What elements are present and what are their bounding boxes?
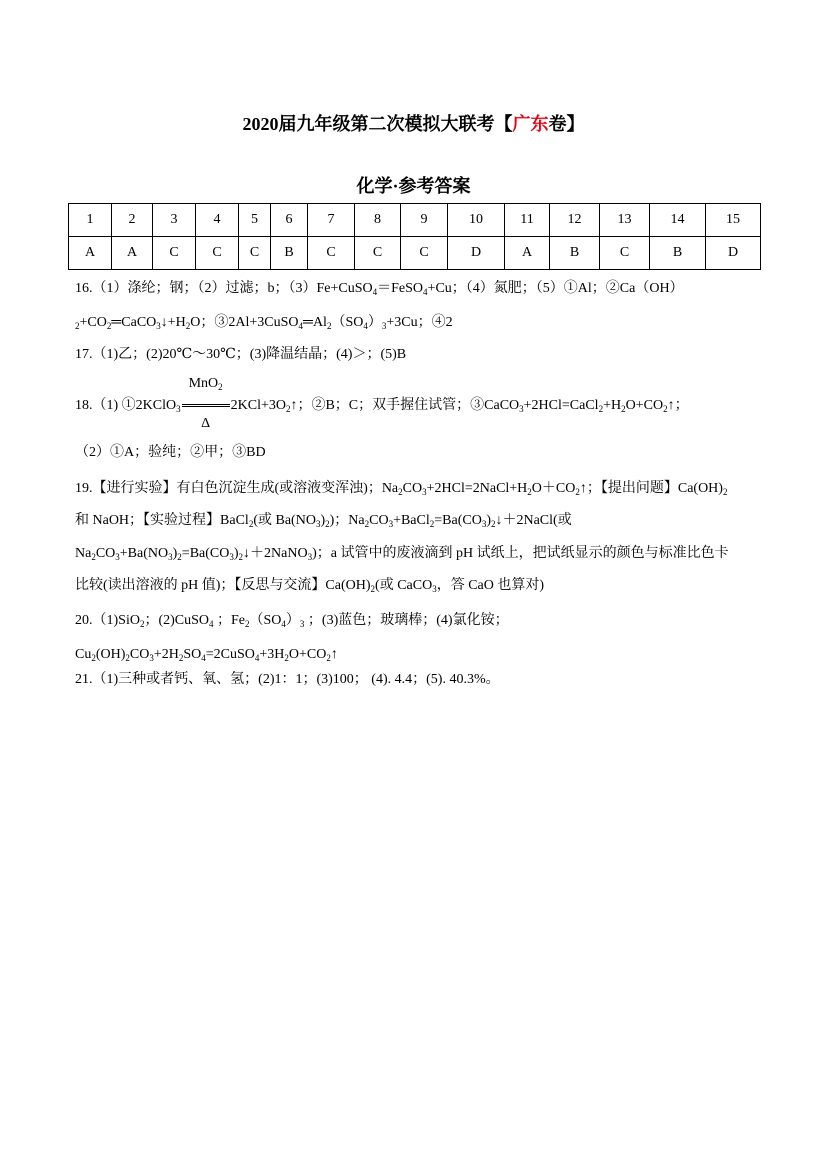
question-number-cell: 8 (355, 204, 401, 237)
text-run: 2KCl+3O (230, 398, 286, 413)
answer-cell: A (505, 237, 550, 270)
subscript: 4 (201, 653, 206, 663)
q16-line-1 (75, 279, 684, 299)
subscript: 4 (423, 287, 428, 297)
text-run: （SO (331, 315, 364, 330)
text-run: O+CO (625, 398, 664, 413)
subscript: 2 (722, 487, 728, 497)
text-run: Na (75, 546, 92, 561)
subscript: 2 (326, 653, 331, 663)
subscript: 2 (598, 404, 604, 414)
subscript: 3 (307, 552, 313, 562)
text-run: CO (129, 647, 150, 662)
q16-line-2 (75, 313, 453, 333)
question-number-cell: 13 (600, 204, 650, 237)
subscript: 2 (527, 487, 532, 497)
text-run: )；Na (329, 513, 365, 528)
subscript: 3 (149, 653, 154, 663)
text-run: +2HCl=CaCl (523, 398, 599, 413)
text-run: +BaCl (393, 513, 430, 528)
text-run: ) (320, 513, 326, 528)
text-run: (或 CaCO (375, 578, 433, 593)
answer-row (69, 237, 761, 270)
q21-line: 21.（1)三种或者钙、氧、氢；(2)1：1；(3)100； (4). 4.4；(5). 40.3%。 (75, 672, 500, 687)
subscript: 2 (238, 552, 244, 562)
text-run: +Cu；（4）氮肥；（5）①Al；②Ca（OH） (427, 281, 684, 296)
q18-line-1 (75, 376, 689, 432)
subscript: 2 (185, 321, 191, 331)
text-run: )；a 试管中的废液滴到 pH 试纸上，把试纸显示的颜色与标准比色卡 (312, 546, 729, 561)
question-number-cell: 15 (706, 204, 761, 237)
subscript: 4 (298, 321, 304, 331)
subscript: 2 (364, 519, 370, 529)
text-run: +CO (79, 315, 107, 330)
answer-cell: D (448, 237, 505, 270)
subscript: 2 (75, 321, 80, 331)
subscript: 3 (315, 519, 321, 529)
text-run: ↓＋2NaNO (243, 546, 308, 561)
catalyst-label (182, 374, 230, 394)
subscript: 3 (156, 321, 161, 331)
text-run: Cu (75, 647, 92, 662)
question-number-cell: 12 (550, 204, 600, 237)
subscript: 4 (372, 287, 378, 297)
text-run: 19.【进行实验】有白色沉淀生成(或溶液变浑浊)；Na (75, 481, 399, 496)
subscript: 2 (285, 404, 291, 414)
q19-line-3 (75, 544, 729, 564)
catalyst-text: MnO (188, 376, 219, 392)
subscript: 2 (325, 519, 330, 529)
text-run: 和 NaOH；【实验过程】BaCl (75, 513, 249, 528)
subscript: 2 (398, 487, 403, 497)
subscript: 3 (299, 619, 305, 629)
text-run: ↑；【提出问题】Ca(OH) (579, 481, 723, 496)
answer-cell: C (239, 237, 271, 270)
question-number-cell: 2 (112, 204, 153, 237)
text-run: 18.（1) ①2KClO (75, 398, 177, 413)
text-run: ↓＋2NaCl(或 (495, 513, 572, 528)
title-region: 广东 (512, 114, 549, 134)
text-run: ) (233, 546, 239, 561)
text-run: 20.（1)SiO (75, 613, 140, 628)
subscript: 2 (429, 519, 435, 529)
answer-table (68, 203, 761, 270)
q20-line-1 (75, 611, 509, 631)
text-run: +2H (153, 647, 179, 662)
subscript: 2 (106, 321, 112, 331)
text-run: ） (367, 315, 382, 330)
subscript: 2 (178, 653, 184, 663)
title-suffix: 卷】 (548, 114, 585, 134)
text-run: +3H (259, 647, 285, 662)
text-run: ↑；②B；C；双手握住试管；③CaCO (290, 398, 520, 413)
question-number-cell: 10 (448, 204, 505, 237)
text-run: （SO (249, 613, 282, 628)
subscript: 3 (481, 519, 487, 529)
text-run: 16.（1）涤纶；钢；（2）过滤；b；（3）Fe+CuSO (75, 281, 373, 296)
text-run: ) (172, 546, 178, 561)
question-number-cell: 5 (239, 204, 271, 237)
text-run: +3Cu；④2 (386, 315, 453, 330)
question-number-cell: 11 (505, 204, 550, 237)
answer-cell: A (112, 237, 153, 270)
question-number-cell: 14 (650, 204, 706, 237)
text-run: =2CuSO (205, 647, 255, 662)
subscript: 2 (248, 519, 254, 529)
subscript: 2 (218, 382, 223, 393)
text-run: SO (183, 647, 202, 662)
subscript: 2 (125, 653, 130, 663)
question-number-cell: 1 (69, 204, 112, 237)
subscript: 3 (381, 321, 387, 331)
subscript: 2 (139, 619, 145, 629)
subscript: 3 (432, 584, 437, 594)
text-run: =Ba(CO (181, 546, 230, 561)
text-run: ↑； (667, 398, 689, 413)
question-number-cell: 9 (401, 204, 448, 237)
text-run: ；(3)蓝色；玻璃棒；(4)氯化铵； (304, 613, 509, 628)
subscript: 2 (326, 321, 332, 331)
text-run: ；(2)CuSO (144, 613, 210, 628)
text-run: +Ba(NO (119, 546, 169, 561)
answer-cell: B (650, 237, 706, 270)
subscript: 2 (663, 404, 668, 414)
answer-cell: C (401, 237, 448, 270)
text-run: ；Fe (213, 613, 246, 628)
text-run: 比较(读出溶液的 pH 值)；【反思与交流】Ca(OH) (75, 578, 371, 593)
answer-cell: C (153, 237, 196, 270)
subscript: 4 (209, 619, 214, 629)
q18-line-2: （2）①A；验纯；②甲；③BD (75, 445, 266, 460)
subscript: 4 (254, 653, 260, 663)
subscript: 2 (490, 519, 496, 529)
text-run: ) (486, 513, 491, 528)
q17-line: 17.（1)乙；(2)20℃～30℃；(3)降温结晶；(4)＞；(5)B (75, 347, 407, 362)
subscript: 3 (519, 404, 524, 414)
question-number-cell: 4 (196, 204, 239, 237)
subscript: 3 (168, 552, 173, 562)
subscript: 3 (115, 552, 120, 562)
q20-line-2 (75, 645, 338, 665)
subscript: 2 (245, 619, 250, 629)
text-run: =Ba(CO (434, 513, 482, 528)
question-number-cell: 3 (153, 204, 196, 237)
subscript: 2 (91, 653, 96, 663)
question-number-cell: 6 (271, 204, 308, 237)
answer-cell: C (196, 237, 239, 270)
answer-cell: B (271, 237, 308, 270)
subscript: 3 (388, 519, 394, 529)
answer-cell: C (308, 237, 355, 270)
text-run: ＝FeSO (377, 281, 424, 296)
text-run: O+CO (288, 647, 327, 662)
answer-cell: C (355, 237, 401, 270)
question-number-row (69, 204, 761, 237)
subscript: 4 (281, 619, 286, 629)
page-title (0, 110, 827, 136)
q19-line-4 (75, 576, 544, 596)
answer-cell: B (550, 237, 600, 270)
subscript: 2 (91, 552, 96, 562)
q19-line-2 (75, 511, 572, 531)
text-run: O＋CO (531, 481, 576, 496)
subscript: 3 (229, 552, 234, 562)
title-prefix: 2020届九年级第二次模拟大联考【 (242, 114, 513, 134)
text-run: ═CaCO (111, 315, 157, 330)
text-run: +2HCl=2NaCl+H (426, 481, 528, 496)
subscript: 2 (370, 584, 376, 594)
text-run: CO (95, 546, 116, 561)
text-run: ） (285, 613, 300, 628)
q19-line-1 (75, 479, 727, 499)
text-run: O；③2Al+3CuSO (190, 315, 299, 330)
text-run: ↓+H (160, 315, 186, 330)
text-run: ，答 CaO 也算对) (436, 578, 545, 593)
text-run: +H (603, 398, 622, 413)
subscript: 2 (621, 404, 626, 414)
answer-cell: D (706, 237, 761, 270)
subscript: 2 (177, 552, 182, 562)
text-run: ═Al (303, 315, 327, 330)
subscript: 2 (284, 653, 289, 663)
heat-symbol: Δ (201, 416, 211, 432)
subscript: 4 (363, 321, 368, 331)
subscript: 3 (176, 404, 181, 414)
reaction-condition (182, 376, 230, 432)
text-run: (OH) (95, 647, 126, 662)
equation-double-line (182, 404, 230, 407)
subscript: 3 (422, 487, 427, 497)
text-run: CO (369, 513, 389, 528)
text-run: ↑ (330, 647, 338, 662)
subscript: 2 (575, 487, 580, 497)
text-run: (或 Ba(NO (253, 513, 316, 528)
answer-cell: C (600, 237, 650, 270)
question-number-cell: 7 (308, 204, 355, 237)
answer-cell: A (69, 237, 112, 270)
page-subtitle: 化学·参考答案 (356, 176, 471, 196)
text-run: CO (402, 481, 423, 496)
